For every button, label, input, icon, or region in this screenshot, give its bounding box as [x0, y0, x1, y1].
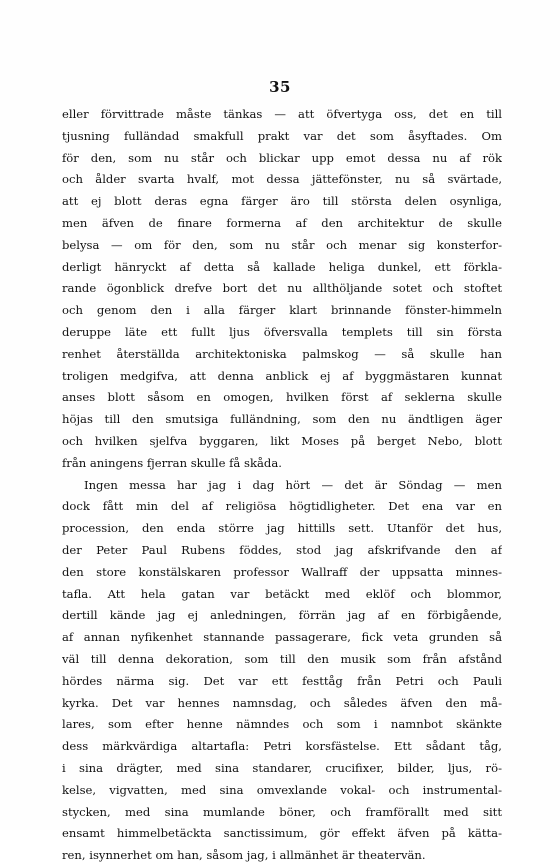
text-line: och ålder svarta hvalf, mot dessa jättefönster, nu så svärtade, [62, 172, 502, 187]
text-line: ensamt himmelbetäckta sanctissimum, gör effekt äfven på kätta- [62, 826, 502, 841]
text-line: Ingen messa har jag i dag hört — det är Söndag — men [84, 477, 502, 492]
text-line: stycken, med sina mumlande böner, och framförallt med sitt [62, 804, 502, 819]
body-text [62, 104, 502, 867]
text-line: för den, som nu står och blickar upp emot dessa nu af rök [62, 150, 502, 165]
text-line: troligen medgifva, att denna anblick ej af byggmästaren kunnat [62, 368, 502, 383]
text-line: kelse, vigvatten, med sina omvexlande vokal- och instrumental- [62, 782, 502, 797]
text-line: att ej blott deras egna färger äro till största delen osynliga, [62, 194, 502, 209]
text-line: tjusning fulländad smakfull prakt var det som åsyftades. Om [62, 128, 502, 143]
text-line: rande ögonblick drefve bort det nu allthöljande sotet och stoftet [62, 281, 502, 296]
text-line: deruppe läte ett fullt ljus öfversvalla templets till sin första [62, 324, 502, 339]
text-line: men äfven de finare formerna af den architektur de skulle [62, 215, 502, 230]
text-line: ren, isynnerhet om han, såsom jag, i allmänhet är theatervän. [62, 848, 426, 863]
text-line: procession, den enda större jag hittills sett. Utanför det hus, [62, 521, 502, 536]
text-line: der Peter Paul Rubens föddes, stod jag afskrifvande den af [62, 542, 502, 557]
text-line: i sina drägter, med sina standarer, crucifixer, bilder, ljus, rö- [62, 760, 502, 775]
page-number: 35 [269, 78, 291, 96]
text-line: och hvilken sjelfva byggaren, likt Moses på berget Nebo, blott [62, 433, 502, 448]
text-line: belysa — om för den, som nu står och menar sig konsterfor- [62, 237, 502, 252]
text-line: renhet återställda architektoniska palmskog — så skulle han [62, 346, 502, 361]
text-line: den store konstälskaren professor Wallraff der uppsatta minnes- [62, 564, 502, 579]
text-line: dess märkvärdiga altartafla: Petri korsfästelse. Ett sådant tåg, [62, 739, 502, 754]
text-line: lares, som efter henne nämndes och som i namnbot skänkte [62, 717, 502, 732]
text-line: kyrka. Det var hennes namnsdag, och således äfven den må- [62, 695, 502, 710]
text-line: höjas till den smutsiga fulländning, som den nu ändtligen äger [62, 412, 502, 427]
text-line: dock fått min del af religiösa högtidligheter. Det ena var en [62, 499, 502, 514]
text-line: eller förvittrade måste tänkas — att öfvertyga oss, det en till [62, 107, 502, 121]
text-line: dertill kände jag ej anledningen, förrän jag af en förbigående, [62, 608, 502, 623]
text-line: derligt hänryckt af detta så kallade heliga dunkel, ett förkla- [62, 259, 502, 274]
text-line: anses blott såsom en omogen, hvilken först af seklerna skulle [62, 390, 502, 405]
text-line: från aningens fjerran skulle få skåda. [62, 455, 282, 470]
text-line: och genom den i alla färger klart brinnande fönster-himmeln [62, 303, 502, 318]
text-line: af annan nyfikenhet stannande passagerare, fick veta grunden så [62, 630, 502, 645]
text-line: tafla. Att hela gatan var betäckt med eklöf och blommor, [62, 586, 502, 601]
text-line: hördes närma sig. Det var ett festtåg från Petri och Pauli [62, 673, 502, 688]
text-line: väl till denna dekoration, som till den musik som från afstånd [62, 651, 502, 666]
